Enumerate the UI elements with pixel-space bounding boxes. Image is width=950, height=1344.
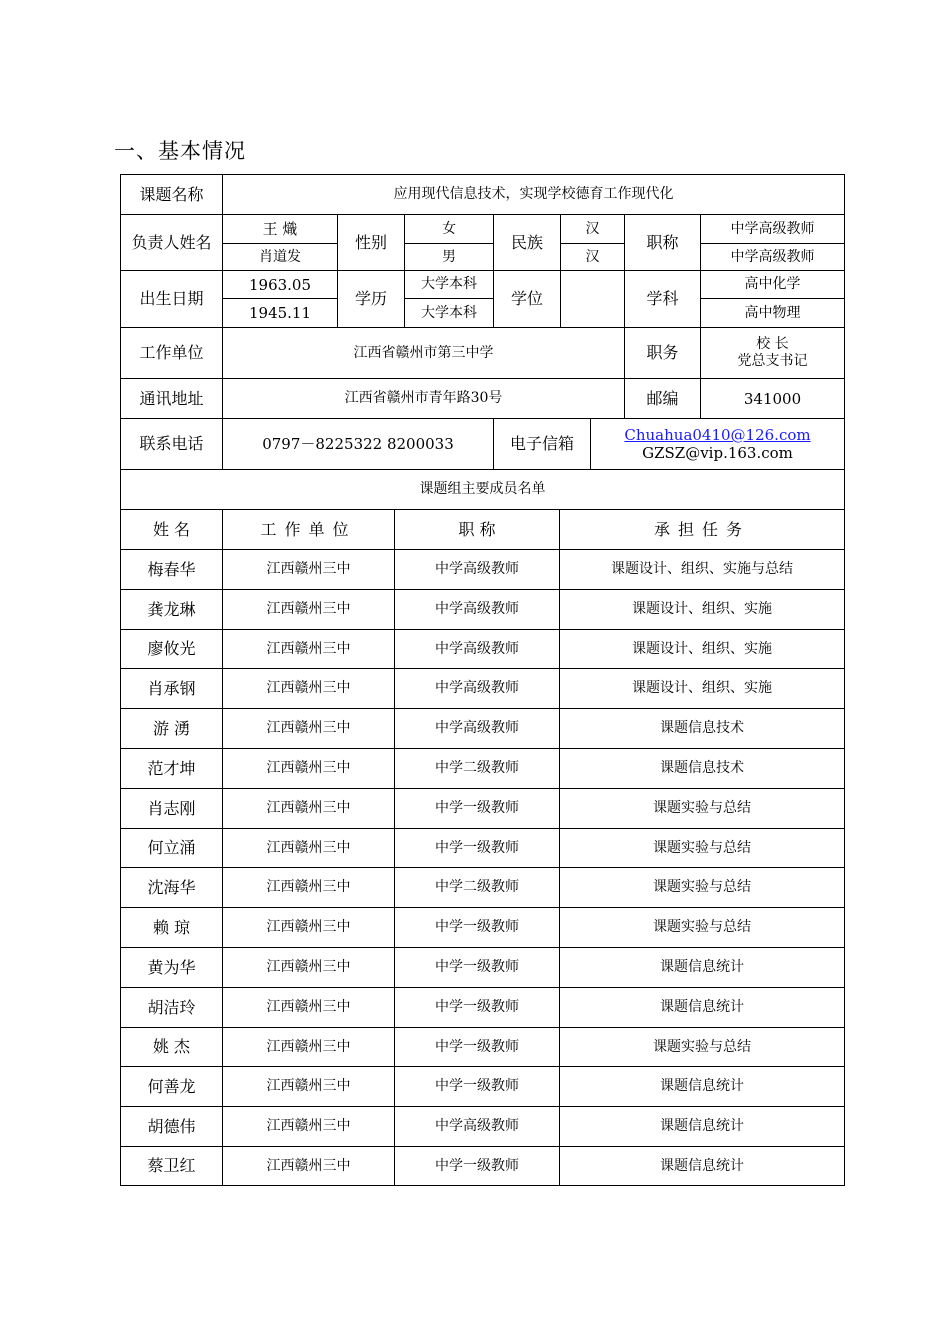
- member-title: 中学一级教师: [394, 828, 560, 868]
- position-line: 党总支书记: [737, 353, 808, 369]
- member-name: 肖承钢: [120, 668, 223, 709]
- member-task: 课题信息统计: [559, 1066, 845, 1107]
- member-name: 范才坤: [120, 748, 223, 789]
- member-task: 课题设计、组织、实施: [559, 589, 845, 630]
- member-workplace: 江西赣州三中: [222, 1066, 395, 1107]
- member-workplace: 江西赣州三中: [222, 549, 395, 590]
- member-workplace: 江西赣州三中: [222, 708, 395, 749]
- member-name: 游 湧: [120, 708, 223, 749]
- address-label: 通讯地址: [120, 378, 223, 419]
- member-name: 蔡卫红: [120, 1146, 223, 1186]
- member-name: 姚 杰: [120, 1027, 223, 1067]
- basic-info-table: [120, 174, 845, 1186]
- members-header-title: 职 称: [394, 509, 560, 550]
- leader-label: 负责人姓名: [120, 214, 223, 271]
- member-workplace: 江西赣州三中: [222, 907, 395, 948]
- education-label: 学历: [337, 270, 405, 328]
- member-name: 龚龙琳: [120, 589, 223, 630]
- member-task: 课题信息统计: [559, 987, 845, 1028]
- members-header-task: 承担任务: [559, 509, 845, 550]
- member-title: 中学高级教师: [394, 629, 560, 669]
- member-task: 课题信息技术: [559, 748, 845, 789]
- topic-value: 应用现代信息技术，实现学校德育工作现代化: [222, 174, 845, 215]
- gender-value: 男: [404, 243, 494, 271]
- member-title: 中学高级教师: [394, 708, 560, 749]
- member-name: 胡洁玲: [120, 987, 223, 1028]
- member-title: 中学一级教师: [394, 1027, 560, 1067]
- member-name: 肖志刚: [120, 788, 223, 829]
- title-value: 中学高级教师: [700, 243, 845, 271]
- member-task: 课题设计、组织、实施与总结: [559, 549, 845, 590]
- education-value: 大学本科: [404, 270, 494, 299]
- phone-value: 0797－8225322 8200033: [222, 418, 494, 470]
- member-title: 中学高级教师: [394, 1106, 560, 1147]
- education-value: 大学本科: [404, 298, 494, 328]
- position-label: 职务: [624, 327, 701, 379]
- member-name: 赖 琼: [120, 907, 223, 948]
- workplace-value: 江西省赣州市第三中学: [222, 327, 625, 379]
- position-value: [700, 327, 845, 379]
- postcode-value: 341000: [700, 378, 845, 419]
- topic-label: 课题名称: [120, 174, 223, 215]
- member-task: 课题信息技术: [559, 708, 845, 749]
- address-value: 江西省赣州市青年路30号: [222, 378, 625, 419]
- member-workplace: 江西赣州三中: [222, 629, 395, 669]
- gender-value: 女: [404, 214, 494, 244]
- postcode-label: 邮编: [624, 378, 701, 419]
- member-workplace: 江西赣州三中: [222, 668, 395, 709]
- member-workplace: 江西赣州三中: [222, 947, 395, 988]
- member-workplace: 江西赣州三中: [222, 1106, 395, 1147]
- member-title: 中学二级教师: [394, 867, 560, 908]
- ethnicity-label: 民族: [493, 214, 561, 271]
- ethnicity-value: 汉: [560, 214, 625, 244]
- email-value: [590, 418, 845, 470]
- member-title: 中学一级教师: [394, 1066, 560, 1107]
- degree-label: 学位: [493, 270, 561, 328]
- email-label: 电子信箱: [493, 418, 591, 470]
- ethnicity-value: 汉: [560, 243, 625, 271]
- member-task: 课题设计、组织、实施: [559, 668, 845, 709]
- member-workplace: 江西赣州三中: [222, 589, 395, 630]
- member-name: 梅春华: [120, 549, 223, 590]
- leader-name: 肖道发: [222, 243, 338, 271]
- member-workplace: 江西赣州三中: [222, 748, 395, 789]
- subject-value: 高中化学: [700, 270, 845, 299]
- member-task: 课题信息统计: [559, 1146, 845, 1186]
- member-title: 中学一级教师: [394, 788, 560, 829]
- member-title: 中学一级教师: [394, 907, 560, 948]
- degree-value: [560, 270, 625, 328]
- gender-label: 性别: [337, 214, 405, 271]
- member-workplace: 江西赣州三中: [222, 1146, 395, 1186]
- leader-name: 王 熾: [222, 214, 338, 244]
- member-workplace: 江西赣州三中: [222, 987, 395, 1028]
- member-workplace: 江西赣州三中: [222, 867, 395, 908]
- member-name: 沈海华: [120, 867, 223, 908]
- member-title: 中学一级教师: [394, 1146, 560, 1186]
- member-name: 廖攸光: [120, 629, 223, 669]
- email-link[interactable]: Chuahua0410@126.com: [624, 426, 811, 444]
- member-title: 中学一级教师: [394, 947, 560, 988]
- position-line: 校 长: [756, 336, 789, 353]
- member-title: 中学高级教师: [394, 668, 560, 709]
- birth-value: 1963.05: [222, 270, 338, 299]
- member-name: 何善龙: [120, 1066, 223, 1107]
- birth-label: 出生日期: [120, 270, 223, 328]
- member-task: 课题信息统计: [559, 1106, 845, 1147]
- member-task: 课题实验与总结: [559, 788, 845, 829]
- subject-value: 高中物理: [700, 298, 845, 328]
- member-task: 课题实验与总结: [559, 907, 845, 948]
- email-line: GZSZ@vip.163.com: [642, 444, 793, 462]
- members-title: 课题组主要成员名单: [120, 469, 845, 510]
- members-header-workplace: 工作单位: [222, 509, 395, 550]
- member-name: 何立涌: [120, 828, 223, 868]
- title-label: 职称: [624, 214, 701, 271]
- birth-value: 1945.11: [222, 298, 338, 328]
- member-workplace: 江西赣州三中: [222, 828, 395, 868]
- member-task: 课题信息统计: [559, 947, 845, 988]
- subject-label: 学科: [624, 270, 701, 328]
- member-task: 课题实验与总结: [559, 828, 845, 868]
- member-task: 课题实验与总结: [559, 867, 845, 908]
- member-title: 中学二级教师: [394, 748, 560, 789]
- title-value: 中学高级教师: [700, 214, 845, 244]
- member-workplace: 江西赣州三中: [222, 788, 395, 829]
- member-name: 胡德伟: [120, 1106, 223, 1147]
- member-task: 课题设计、组织、实施: [559, 629, 845, 669]
- member-title: 中学一级教师: [394, 987, 560, 1028]
- workplace-label: 工作单位: [120, 327, 223, 379]
- member-task: 课题实验与总结: [559, 1027, 845, 1067]
- member-workplace: 江西赣州三中: [222, 1027, 395, 1067]
- member-name: 黄为华: [120, 947, 223, 988]
- member-title: 中学高级教师: [394, 549, 560, 590]
- phone-label: 联系电话: [120, 418, 223, 470]
- member-title: 中学高级教师: [394, 589, 560, 630]
- members-header-name: 姓 名: [120, 509, 223, 550]
- section-title: 一、基本情况: [114, 139, 246, 163]
